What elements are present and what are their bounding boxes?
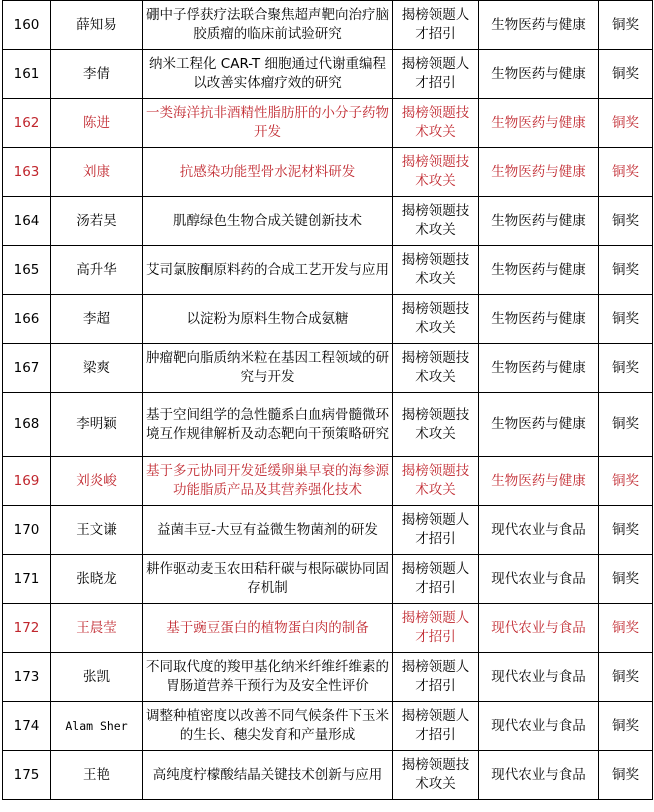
cell-number: 161 bbox=[3, 50, 51, 99]
cell-number: 174 bbox=[3, 702, 51, 751]
cell-name: 张晓龙 bbox=[51, 555, 143, 604]
cell-award: 铜奖 bbox=[599, 50, 653, 99]
cell-name: Alam Sher bbox=[51, 702, 143, 751]
cell-type: 揭榜领题人才招引 bbox=[393, 506, 479, 555]
cell-project: 纳米工程化 CAR-T 细胞通过代谢重编程以改善实体瘤疗效的研究 bbox=[143, 50, 393, 99]
cell-award: 铜奖 bbox=[599, 197, 653, 246]
table-row bbox=[3, 555, 653, 604]
cell-project: 不同取代度的羧甲基化纳米纤维纤维素的胃肠道营养干预行为及安全性评价 bbox=[143, 653, 393, 702]
cell-field: 生物医药与健康 bbox=[479, 246, 599, 295]
cell-project: 益菌丰豆-大豆有益微生物菌剂的研发 bbox=[143, 506, 393, 555]
cell-type: 揭榜领题技术攻关 bbox=[393, 246, 479, 295]
cell-field: 生物医药与健康 bbox=[479, 197, 599, 246]
cell-field: 生物医药与健康 bbox=[479, 295, 599, 344]
cell-award: 铜奖 bbox=[599, 393, 653, 457]
table-row bbox=[3, 197, 653, 246]
table-row bbox=[3, 50, 653, 99]
cell-name: 刘康 bbox=[51, 148, 143, 197]
cell-field: 生物医药与健康 bbox=[479, 457, 599, 506]
cell-project: 耕作驱动麦玉农田秸秆碳与根际碳协同固存机制 bbox=[143, 555, 393, 604]
cell-award: 铜奖 bbox=[599, 702, 653, 751]
cell-name: 汤若昊 bbox=[51, 197, 143, 246]
cell-project: 肌醇绿色生物合成关键创新技术 bbox=[143, 197, 393, 246]
cell-project: 艾司氯胺酮原料药的合成工艺开发与应用 bbox=[143, 246, 393, 295]
cell-type: 揭榜领题人才招引 bbox=[393, 702, 479, 751]
cell-award: 铜奖 bbox=[599, 99, 653, 148]
cell-name: 王晨莹 bbox=[51, 604, 143, 653]
cell-project: 高纯度柠檬酸结晶关键技术创新与应用 bbox=[143, 751, 393, 800]
cell-name: 梁爽 bbox=[51, 344, 143, 393]
cell-award: 铜奖 bbox=[599, 653, 653, 702]
cell-type: 揭榜领题技术攻关 bbox=[393, 344, 479, 393]
table-row bbox=[3, 751, 653, 800]
cell-project: 基于空间组学的急性髓系白血病骨髓微环境互作规律解析及动态靶向干预策略研究 bbox=[143, 393, 393, 457]
cell-project: 肿瘤靶向脂质纳米粒在基因工程领域的研究与开发 bbox=[143, 344, 393, 393]
cell-number: 175 bbox=[3, 751, 51, 800]
cell-number: 163 bbox=[3, 148, 51, 197]
cell-number: 172 bbox=[3, 604, 51, 653]
cell-field: 生物医药与健康 bbox=[479, 99, 599, 148]
cell-name: 王艳 bbox=[51, 751, 143, 800]
cell-name: 薛知易 bbox=[51, 1, 143, 50]
cell-field: 生物医药与健康 bbox=[479, 344, 599, 393]
cell-number: 167 bbox=[3, 344, 51, 393]
cell-name: 李倩 bbox=[51, 50, 143, 99]
cell-name: 李明颖 bbox=[51, 393, 143, 457]
cell-project: 以淀粉为原料生物合成氨糖 bbox=[143, 295, 393, 344]
cell-number: 170 bbox=[3, 506, 51, 555]
cell-award: 铜奖 bbox=[599, 555, 653, 604]
cell-field: 生物医药与健康 bbox=[479, 393, 599, 457]
cell-number: 168 bbox=[3, 393, 51, 457]
cell-award: 铜奖 bbox=[599, 295, 653, 344]
award-table bbox=[2, 0, 653, 800]
cell-name: 高升华 bbox=[51, 246, 143, 295]
cell-type: 揭榜领题技术攻关 bbox=[393, 393, 479, 457]
cell-field: 现代农业与食品 bbox=[479, 555, 599, 604]
table-row bbox=[3, 1, 653, 50]
cell-project: 一类海洋抗非酒精性脂肪肝的小分子药物开发 bbox=[143, 99, 393, 148]
cell-project: 抗感染功能型骨水泥材料研发 bbox=[143, 148, 393, 197]
cell-award: 铜奖 bbox=[599, 457, 653, 506]
cell-field: 现代农业与食品 bbox=[479, 751, 599, 800]
cell-number: 160 bbox=[3, 1, 51, 50]
table-row bbox=[3, 99, 653, 148]
cell-award: 铜奖 bbox=[599, 751, 653, 800]
cell-field: 生物医药与健康 bbox=[479, 1, 599, 50]
table-row bbox=[3, 653, 653, 702]
cell-type: 揭榜领题人才招引 bbox=[393, 1, 479, 50]
cell-name: 王文谦 bbox=[51, 506, 143, 555]
cell-number: 166 bbox=[3, 295, 51, 344]
cell-type: 揭榜领题人才招引 bbox=[393, 604, 479, 653]
table-row bbox=[3, 702, 653, 751]
table-row bbox=[3, 457, 653, 506]
cell-number: 162 bbox=[3, 99, 51, 148]
cell-field: 现代农业与食品 bbox=[479, 653, 599, 702]
cell-name: 陈进 bbox=[51, 99, 143, 148]
cell-type: 揭榜领题技术攻关 bbox=[393, 148, 479, 197]
cell-type: 揭榜领题技术攻关 bbox=[393, 751, 479, 800]
cell-type: 揭榜领题技术攻关 bbox=[393, 197, 479, 246]
cell-award: 铜奖 bbox=[599, 506, 653, 555]
cell-award: 铜奖 bbox=[599, 344, 653, 393]
cell-project: 调整种植密度以改善不同气候条件下玉米的生长、穗尖发育和产量形成 bbox=[143, 702, 393, 751]
cell-type: 揭榜领题技术攻关 bbox=[393, 457, 479, 506]
table-row bbox=[3, 246, 653, 295]
table-row bbox=[3, 604, 653, 653]
cell-type: 揭榜领题技术攻关 bbox=[393, 99, 479, 148]
cell-type: 揭榜领题人才招引 bbox=[393, 555, 479, 604]
cell-number: 164 bbox=[3, 197, 51, 246]
cell-name: 张凯 bbox=[51, 653, 143, 702]
cell-field: 现代农业与食品 bbox=[479, 506, 599, 555]
table-row bbox=[3, 506, 653, 555]
cell-name: 刘炎峻 bbox=[51, 457, 143, 506]
table-row bbox=[3, 344, 653, 393]
cell-award: 铜奖 bbox=[599, 604, 653, 653]
cell-award: 铜奖 bbox=[599, 1, 653, 50]
table-row bbox=[3, 148, 653, 197]
cell-project: 基于多元协同开发延缓卵巢早衰的海参源功能脂质产品及其营养强化技术 bbox=[143, 457, 393, 506]
cell-project: 硼中子俘获疗法联合聚焦超声靶向治疗脑胶质瘤的临床前试验研究 bbox=[143, 1, 393, 50]
cell-field: 现代农业与食品 bbox=[479, 604, 599, 653]
cell-number: 173 bbox=[3, 653, 51, 702]
cell-number: 165 bbox=[3, 246, 51, 295]
cell-award: 铜奖 bbox=[599, 246, 653, 295]
table-row bbox=[3, 393, 653, 457]
cell-type: 揭榜领题人才招引 bbox=[393, 50, 479, 99]
cell-type: 揭榜领题人才招引 bbox=[393, 653, 479, 702]
cell-name: 李超 bbox=[51, 295, 143, 344]
cell-field: 现代农业与食品 bbox=[479, 702, 599, 751]
cell-number: 169 bbox=[3, 457, 51, 506]
cell-award: 铜奖 bbox=[599, 148, 653, 197]
award-table-body bbox=[3, 1, 653, 800]
cell-type: 揭榜领题技术攻关 bbox=[393, 295, 479, 344]
cell-project: 基于豌豆蛋白的植物蛋白肉的制备 bbox=[143, 604, 393, 653]
table-row bbox=[3, 295, 653, 344]
cell-number: 171 bbox=[3, 555, 51, 604]
cell-field: 生物医药与健康 bbox=[479, 50, 599, 99]
cell-field: 生物医药与健康 bbox=[479, 148, 599, 197]
